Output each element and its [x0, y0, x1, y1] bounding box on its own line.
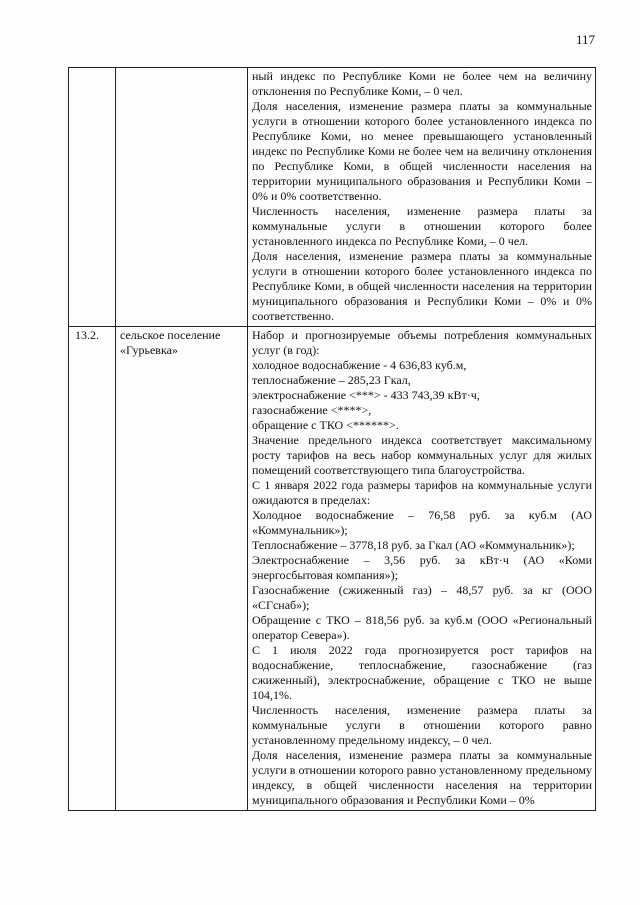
paragraph: Холодное водоснабжение – 76,58 руб. за куб.м (АО «Коммунальник»);	[252, 508, 592, 537]
paragraph: Обращение с ТКО – 818,56 руб. за куб.м (ООО «Региональный оператор Севера»).	[252, 613, 592, 642]
settlement-cell: сельское поселение «Гурьевка»	[116, 327, 248, 811]
settlement-cell	[116, 68, 248, 327]
table-row	[69, 327, 596, 811]
paragraph: Значение предельного индекса соответствует максимальному росту тарифов на весь набор коммунальных услуг для жилых помещений соответствующего типа благоустройства.	[252, 433, 592, 477]
row-number-cell	[69, 68, 116, 327]
paragraph: холодное водоснабжение - 4 636,83 куб.м,	[252, 358, 467, 372]
paragraph: Теплоснабжение – 3778,18 руб. за Гкал (АО «Коммунальник»);	[252, 538, 575, 552]
paragraph: ный индекс по Республике Коми не более чем на величину отклонения по Республике Коми, – 0 чел.	[252, 69, 592, 98]
table-row	[69, 68, 596, 327]
paragraph: Численность населения, изменение размера платы за коммунальные услуги в отношении которого более установленного индекса по Республике Коми, – 0 чел.	[252, 204, 592, 248]
description-cell	[248, 327, 596, 811]
paragraph: Доля населения, изменение размера платы за коммунальные услуги в отношении которого равно установленному предельному индексу, в общей численности населения на территории муниципального образования и Республики Коми – 0%	[252, 748, 592, 807]
paragraph: Численность населения, изменение размера платы за коммунальные услуги в отношении которого равно установленному предельному индексу, – 0 чел.	[252, 703, 592, 747]
paragraph: С 1 июля 2022 года прогнозируется рост тарифов на водоснабжение, теплоснабжение, газоснабжение (газ сжиженный), электроснабжение, обращение с ТКО не выше 104,1%.	[252, 643, 592, 702]
paragraph: Газоснабжение (сжиженный газ) – 48,57 руб. за кг (ООО «СГснаб»);	[252, 583, 592, 612]
paragraph: Доля населения, изменение размера платы за коммунальные услуги в отношении которого более установленного индекса по Республике Коми, но менее превышающего установленный индекс по Республике Коми не более чем на величину отклонения по Республике Коми, в общей численности населения на территории муниципального образования и Республики Коми – 0% и 0% соответственно.	[252, 99, 592, 203]
paragraph: Доля населения, изменение размера платы за коммунальные услуги в отношении которого более установленного индекса по Республике Коми, в общей численности населения на территории муниципального образования и Республики Коми – 0% и 0% соответственно.	[252, 249, 592, 323]
paragraph: теплоснабжение – 285,23 Гкал,	[252, 373, 411, 387]
paragraph: электроснабжение <***> - 433 743,39 кВт·ч,	[252, 388, 480, 402]
tariff-table	[68, 67, 596, 811]
paragraph: обращение с ТКО <******>.	[252, 418, 399, 432]
paragraph: Электроснабжение – 3,56 руб. за кВт·ч (АО «Коми энергосбытовая компания»);	[252, 553, 592, 582]
description-cell	[248, 68, 596, 327]
paragraph: Набор и прогнозируемые объемы потребления коммунальных услуг (в год):	[252, 328, 592, 357]
row-number-cell: 13.2.	[69, 327, 116, 811]
page-number: 117	[575, 32, 595, 47]
paragraph: газоснабжение <****>,	[252, 403, 372, 417]
paragraph: С 1 января 2022 года размеры тарифов на коммунальные услуги ожидаются в пределах:	[252, 478, 592, 507]
